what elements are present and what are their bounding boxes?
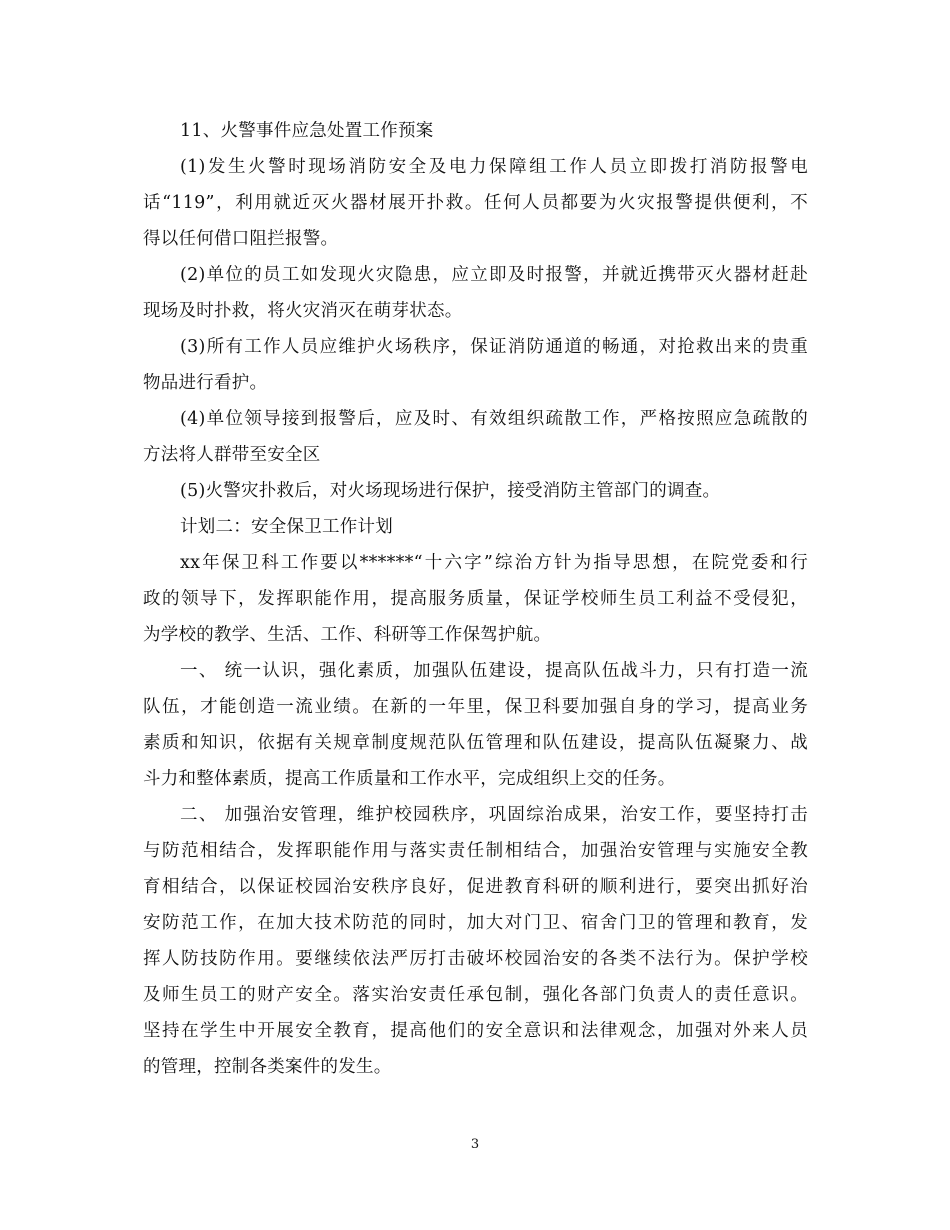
document-body xyxy=(143,113,808,1085)
paragraph-line: (1)发生火警时现场消防安全及电力保障组工作人员立即拨打消防报警电 xyxy=(180,157,808,177)
paragraph-line: 政的领导下，发挥职能作用，提高服务质量，保证学校师生员工利益不受侵犯， xyxy=(143,589,808,609)
paragraph-line: (2)单位的员工如发现火灾隐患，应立即及时报警，并就近携带灭火器材赶赴 xyxy=(180,265,808,285)
paragraph-line: 队伍，才能创造一流业绩。在新的一年里，保卫科要加强自身的学习，提高业务 xyxy=(143,697,808,717)
paragraph-line: (4)单位领导接到报警后，应及时、有效组织疏散工作，严格按照应急疏散的 xyxy=(180,409,808,429)
paragraph-line: 为学校的教学、生活、工作、科研等工作保驾护航。 xyxy=(143,625,552,645)
paragraph-line: 与防范相结合，发挥职能作用与落实责任制相结合，加强治安管理与实施安全教 xyxy=(143,841,808,861)
paragraph-line: 挥人防技防作用。要继续依法严厉打击破坏校园治安的各类不法行为。保护学校 xyxy=(143,949,808,969)
paragraph-line: 话“119”，利用就近灭火器材展开扑救。任何人员都要为火灾报警提供便利，不 xyxy=(143,193,808,213)
paragraph-line: (5)火警灾扑救后，对火场现场进行保护，接受消防主管部门的调查。 xyxy=(180,481,721,501)
section-heading: 计划二：安全保卫工作计划 xyxy=(180,517,393,537)
paragraph-line: 安防范工作，在加大技术防范的同时，加大对门卫、宿舍门卫的管理和教育，发 xyxy=(143,913,808,933)
paragraph-line: 二、 加强治安管理，维护校园秩序，巩固综治成果，治安工作，要坚持打击 xyxy=(180,805,808,825)
paragraph-line: 现场及时扑救，将火灾消灭在萌芽状态。 xyxy=(143,301,463,321)
paragraph-line: 的管理，控制各类案件的发生。 xyxy=(143,1057,392,1077)
paragraph-line: 得以任何借口阻拦报警。 xyxy=(143,229,339,249)
paragraph-line: (3)所有工作人员应维护火场秩序，保证消防通道的畅通，对抢救出来的贵重 xyxy=(180,337,808,357)
paragraph-line: 素质和知识，依据有关规章制度规范队伍管理和队伍建设，提高队伍凝聚力、战 xyxy=(143,733,808,753)
paragraph-line: 一、 统一认识，强化素质，加强队伍建设，提高队伍战斗力，只有打造一流 xyxy=(180,661,808,681)
paragraph-line: 坚持在学生中开展安全教育，提高他们的安全意识和法律观念，加强对外来人员 xyxy=(143,1021,808,1041)
paragraph-line: 物品进行看护。 xyxy=(143,373,268,393)
page-number: 3 xyxy=(470,1137,480,1152)
paragraph-line: 及师生员工的财产安全。落实治安责任承包制，强化各部门负责人的责任意识。 xyxy=(143,985,808,1005)
paragraph-line: xx年保卫科工作要以******“十六字”综治方针为指导思想，在院党委和行 xyxy=(180,553,808,573)
section-heading: 11、火警事件应急处置工作预案 xyxy=(180,121,434,141)
paragraph-line: 方法将人群带至安全区 xyxy=(143,445,321,465)
paragraph-line: 斗力和整体素质，提高工作质量和工作水平，完成组织上交的任务。 xyxy=(143,769,676,789)
paragraph-line: 育相结合，以保证校园治安秩序良好，促进教育科研的顺利进行，要突出抓好治 xyxy=(143,877,808,897)
